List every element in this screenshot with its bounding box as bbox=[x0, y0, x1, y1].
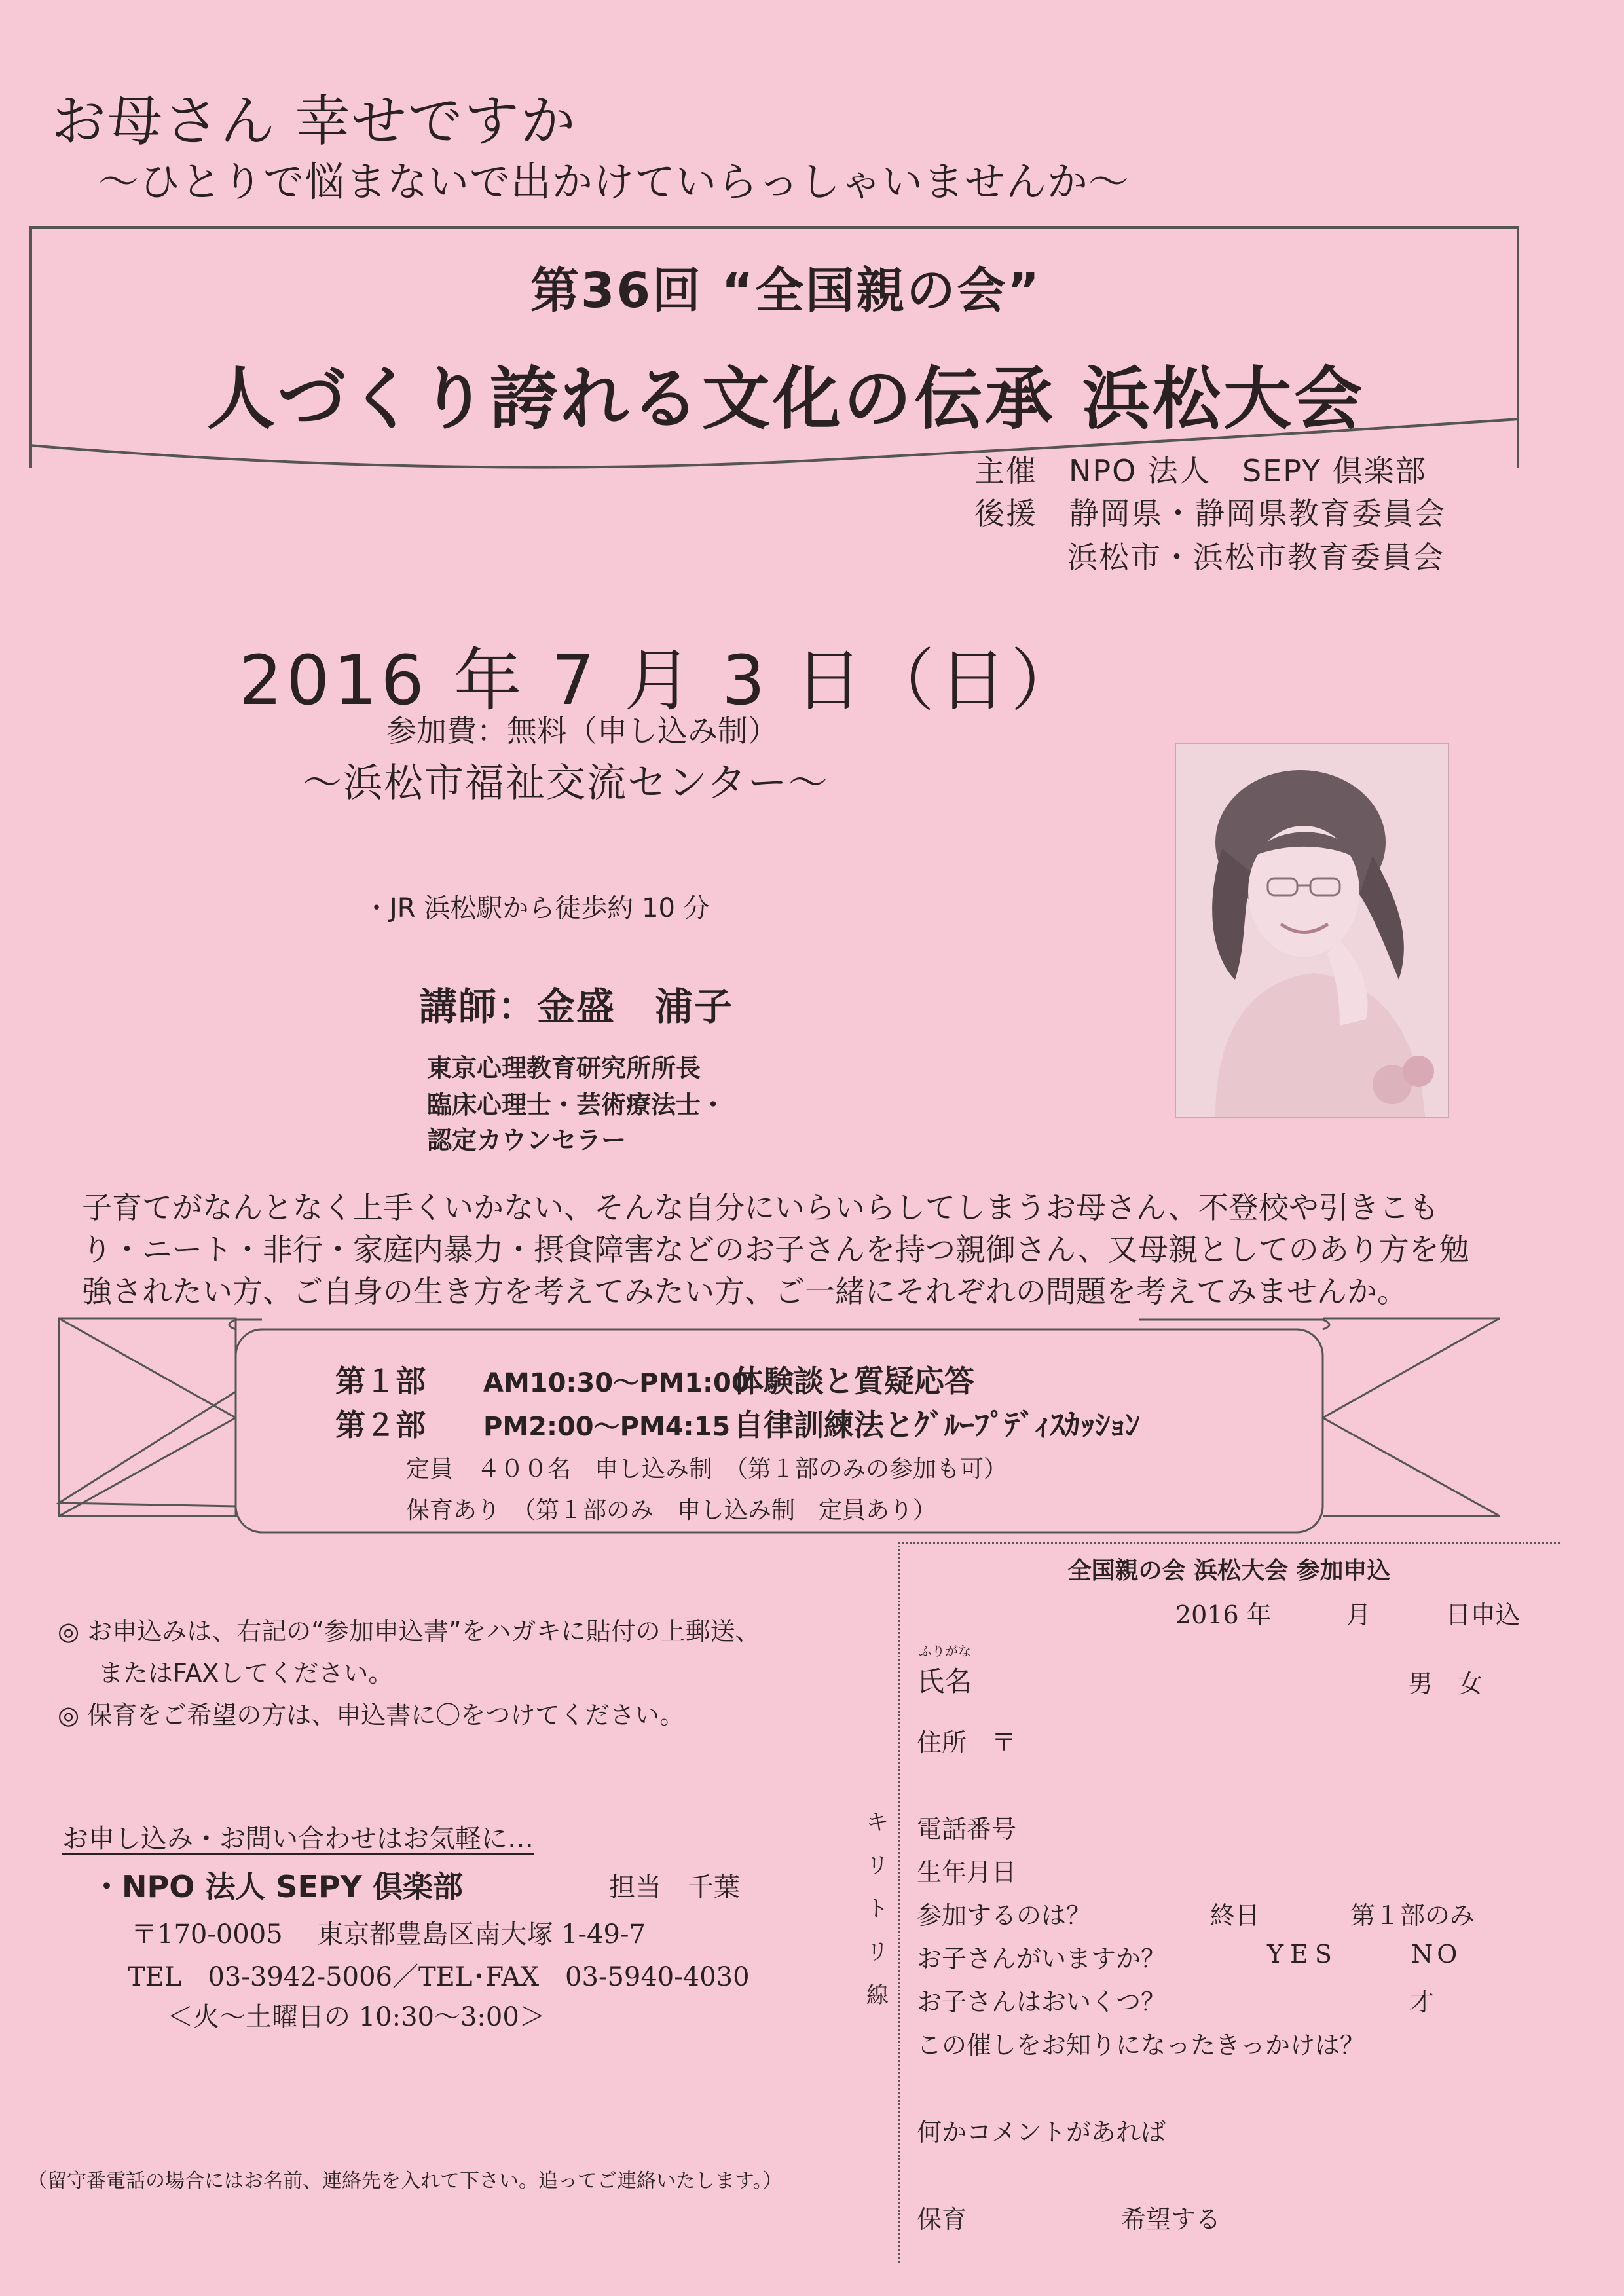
form-children-yes-option[interactable]: YES bbox=[1267, 1940, 1338, 1969]
childcare-info: 保育あり （第１部のみ 申し込み制 定員あり） bbox=[406, 1497, 937, 1524]
form-referral-field[interactable]: この催しをお知りになったきっかけは？ bbox=[917, 2031, 1365, 2060]
cut-line-label: キリトリ線 bbox=[866, 1809, 889, 2009]
form-children-no-option[interactable]: NO bbox=[1411, 1940, 1462, 1969]
lecturer-title: 認定カウンセラー bbox=[427, 1126, 627, 1155]
organizer: 主催 NPO 法人 SEPY 倶楽部 bbox=[974, 453, 1427, 489]
form-phone-field[interactable]: 電話番号 bbox=[917, 1815, 1017, 1843]
lecturer-photo bbox=[1175, 743, 1449, 1118]
tagline: お母さん 幸せですか bbox=[51, 89, 577, 153]
form-age-unit: 才 bbox=[1409, 1988, 1435, 2016]
form-attend-part1-option[interactable]: 第１部のみ bbox=[1350, 1901, 1475, 1930]
contact-phone: TEL 03-3942-5006／TEL･FAX 03-5940-4030 bbox=[128, 1962, 750, 1992]
part2-label: 第２部 bbox=[335, 1407, 426, 1443]
form-birthdate-field[interactable]: 生年月日 bbox=[917, 1858, 1017, 1887]
supporter-city: 浜松市・浜松市教育委員会 bbox=[1067, 540, 1445, 575]
intro-paragraph: 子育てがなんとなく上手くいかない、そんな自分にいらいらしてしまうお母さん、不登校や引きこもり・ニート・非行・家庭内暴力・摂食障害などのお子さんを持つ親御さん、又母親としてのあり方を勉強されたい方、ご自身の生き方を考えてみたい方、ご一緒にそれぞれの問題を考えてみませんか。 bbox=[82, 1190, 1469, 1309]
childcare-note: ◎ 保育をご希望の方は、申込書に〇をつけてください。 bbox=[58, 1701, 685, 1730]
event-main-title: 人づくり誇れる文化の伝承 浜松大会 bbox=[206, 359, 1365, 439]
part1-title: 体験談と質疑応答 bbox=[733, 1363, 974, 1399]
part1-time: AM10:30～PM1:00 bbox=[483, 1368, 750, 1398]
form-date-field[interactable]: 2016 年 月 日申込 bbox=[1175, 1601, 1521, 1629]
answering-machine-note: （留守番電話の場合にはお名前、連絡先を入れて下さい。追ってご連絡いたします。） bbox=[28, 2170, 783, 2193]
form-ruby-label: ふりがな bbox=[919, 1643, 971, 1659]
application-note: ◎ お申込みは、右記の“参加申込書”をハガキに貼付の上郵送、 bbox=[58, 1617, 760, 1646]
lecturer-name: 講師：金盛 浦子 bbox=[419, 984, 734, 1029]
form-attend-allday-option[interactable]: 終日 bbox=[1210, 1901, 1261, 1930]
form-childcare-wish-option[interactable]: 希望する bbox=[1121, 2205, 1221, 2234]
part2-title: 自律訓練法とｸﾞﾙｰﾌﾟﾃﾞｨｽｶｯｼｮﾝ bbox=[733, 1407, 1140, 1443]
form-attend-label: 参加するのは？ bbox=[917, 1901, 1092, 1930]
contact-org: ・NPO 法人 SEPY 倶楽部 bbox=[92, 1869, 463, 1904]
form-comment-field[interactable]: 何かコメントがあれば bbox=[917, 2118, 1166, 2147]
supporter-prefecture: 後援 静岡県・静岡県教育委員会 bbox=[974, 496, 1446, 531]
application-note: またはFAXしてください。 bbox=[98, 1659, 394, 1688]
form-children-label: お子さんがいますか？ bbox=[917, 1944, 1166, 1973]
event-venue: ～浜松市福祉交流センター～ bbox=[303, 760, 829, 806]
event-series-title: 第36回 “全国親の会” bbox=[530, 263, 1041, 319]
part1-label: 第１部 bbox=[335, 1363, 426, 1399]
contact-hours: ＜火～土曜日の 10:30～3:00＞ bbox=[167, 2002, 545, 2032]
form-child-age-field[interactable]: お子さんはおいくつ？ bbox=[917, 1988, 1166, 2016]
form-address-field[interactable]: 住所 〒 bbox=[917, 1728, 1017, 1757]
lecturer-title: 臨床心理士・芸術療法士・ bbox=[427, 1090, 726, 1119]
form-name-field[interactable]: 氏名 bbox=[917, 1665, 972, 1697]
subtagline: ～ひとりで悩まないで出かけていらっしゃいませんか～ bbox=[98, 158, 1130, 206]
form-childcare-label: 保育 bbox=[917, 2205, 967, 2234]
part2-time: PM2:00～PM4:15 bbox=[483, 1412, 731, 1442]
event-fee: 参加費：無料（申し込み制） bbox=[386, 713, 778, 749]
event-date: 2016 年 7 月 3 日（日） bbox=[239, 640, 1083, 720]
form-title: 全国親の会 浜松大会 参加申込 bbox=[1067, 1557, 1391, 1584]
contact-address: 〒170-0005 東京都豊島区南大塚 1-49-7 bbox=[131, 1919, 646, 1950]
lecturer-title: 東京心理教育研究所所長 bbox=[427, 1054, 701, 1083]
contact-person: 担当 千葉 bbox=[609, 1872, 740, 1902]
capacity-info: 定員 ４００名 申し込み制 （第１部のみの参加も可） bbox=[406, 1456, 1008, 1483]
contact-heading: お申し込み・お問い合わせはお気軽に… bbox=[62, 1824, 534, 1854]
venue-access: ・JR 浜松駅から徒歩約 10 分 bbox=[363, 893, 710, 923]
form-sex-choice[interactable]: 男 女 bbox=[1408, 1669, 1483, 1698]
